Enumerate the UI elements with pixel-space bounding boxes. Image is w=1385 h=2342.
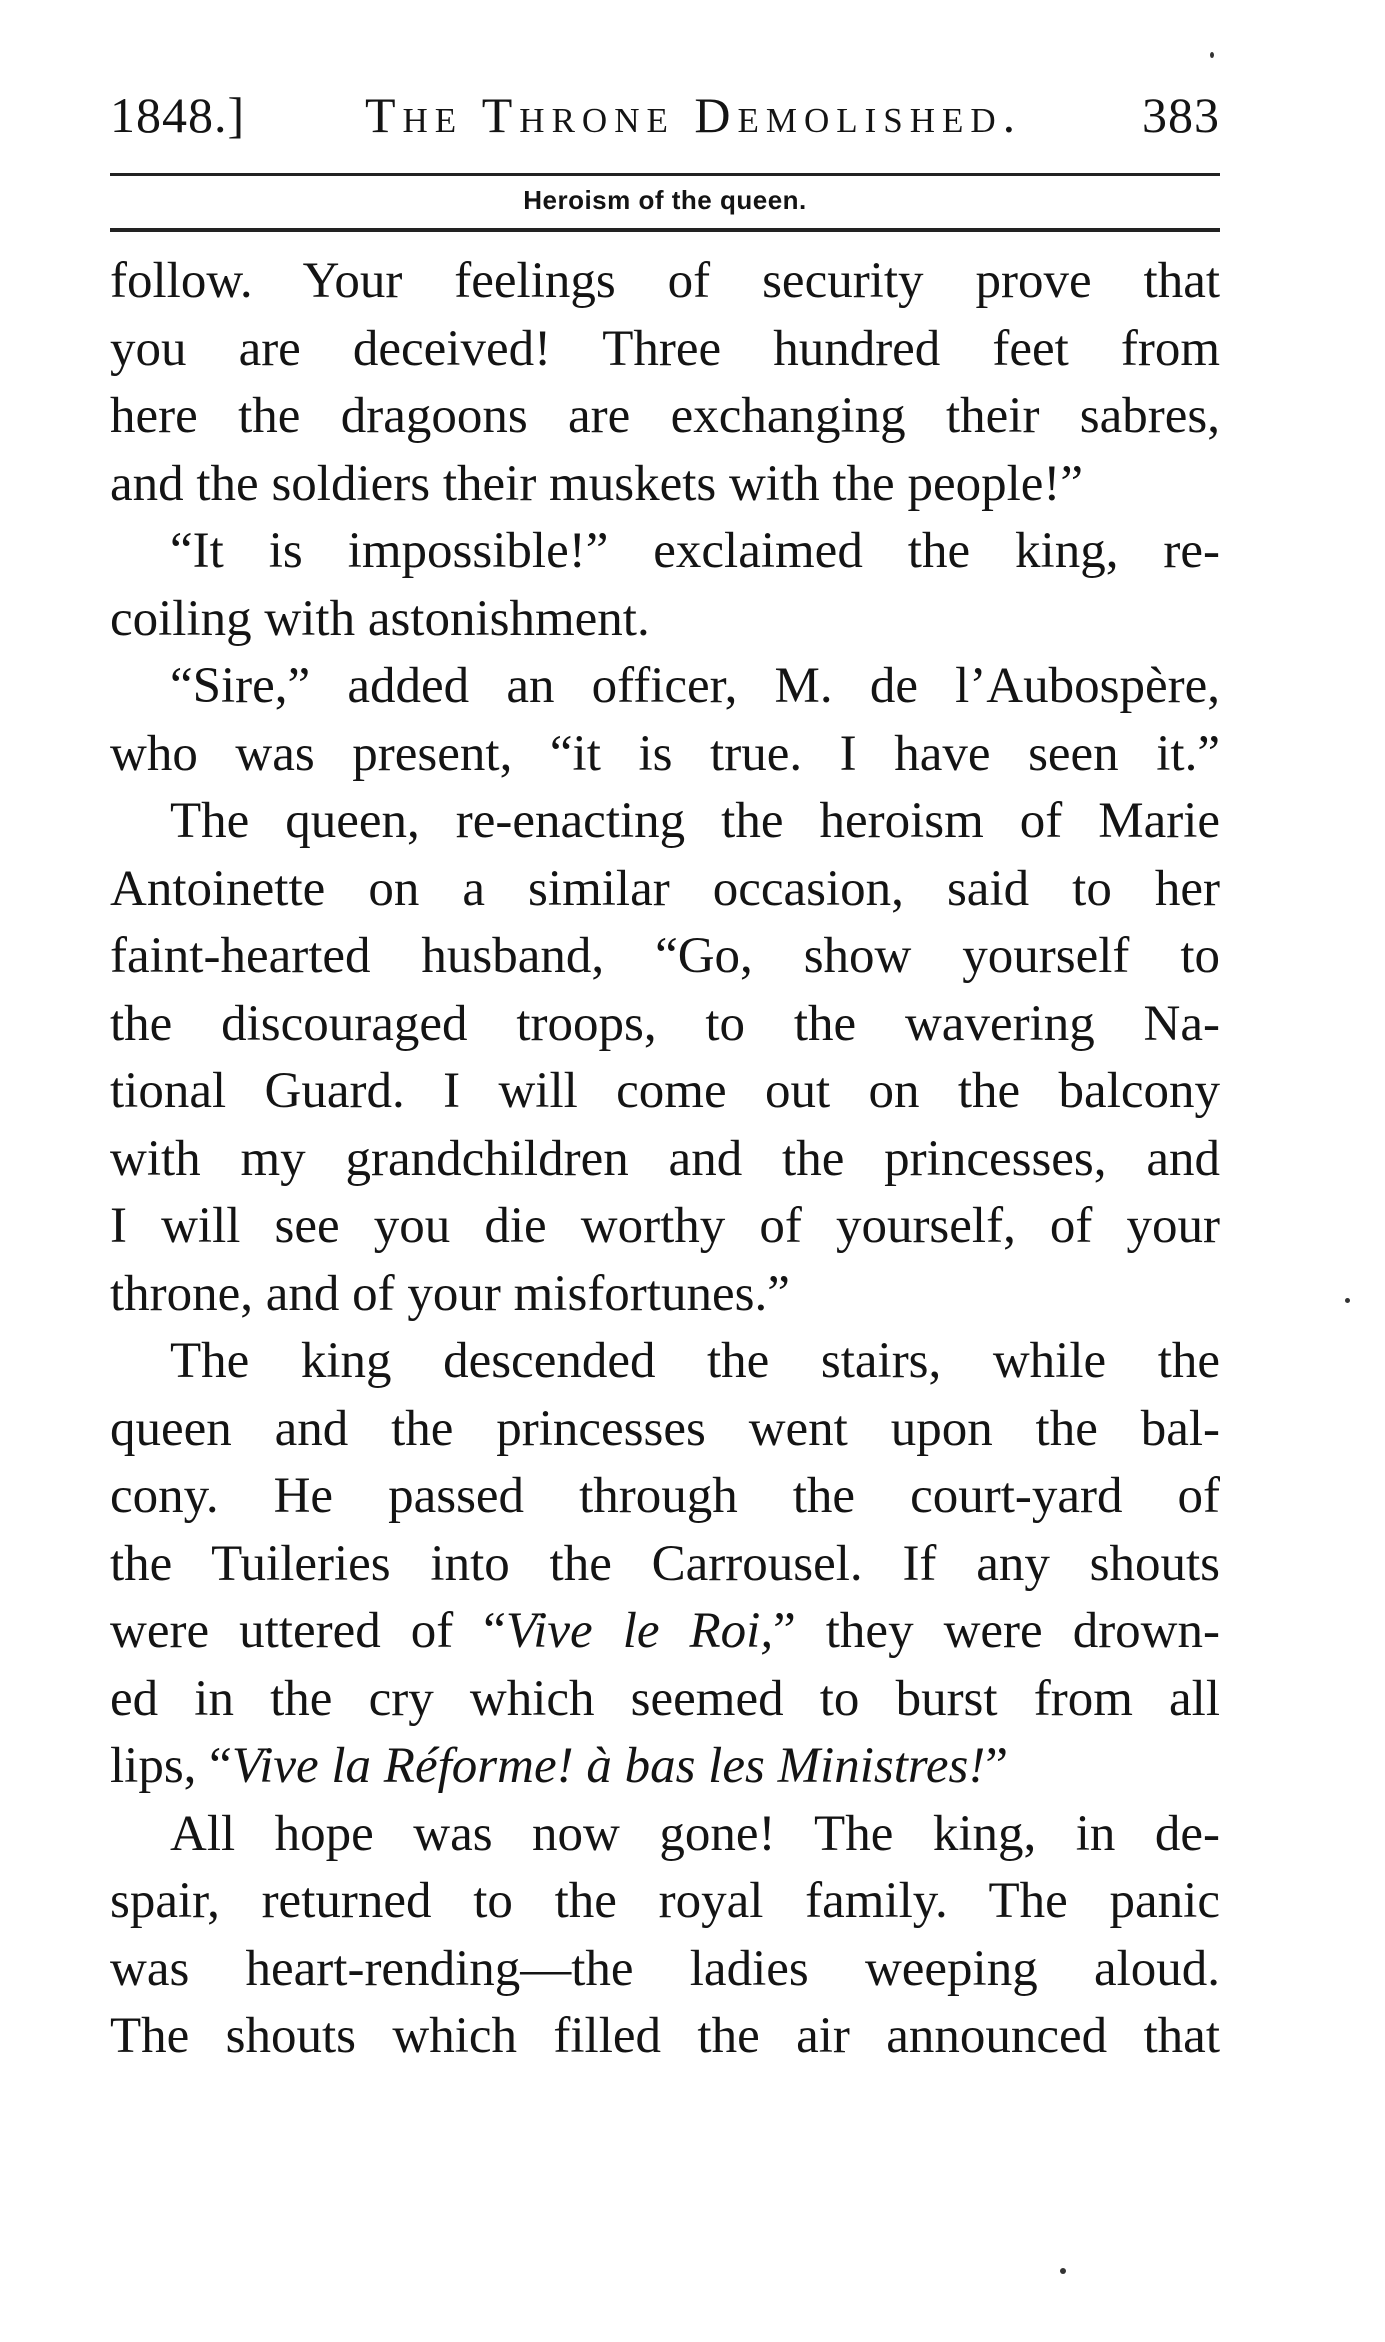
header-title: The Throne Demolished. xyxy=(364,87,1023,143)
scan-speck xyxy=(1060,2268,1066,2274)
text-line: faint-hearted husband, “Go, show yourself to xyxy=(110,928,1220,984)
text-line: I will see you die worthy of yourself, of your xyxy=(110,1198,1220,1254)
text-line: ed in the cry which seemed to burst from all xyxy=(110,1670,1220,1727)
body-text xyxy=(110,248,1220,2071)
section-subheading: Heroism of the queen. xyxy=(523,185,807,215)
text-line: spair, returned to the royal family. The panic xyxy=(110,1873,1220,1929)
running-head xyxy=(110,85,1220,145)
text-line: “It is impossible!” exclaimed the king, re- xyxy=(170,523,1220,579)
text-line: throne, and of your misfortunes.” xyxy=(110,1265,790,1322)
text-line: cony. He passed through the court-yard of xyxy=(110,1468,1220,1524)
text-line-with-italic xyxy=(110,1598,1220,1666)
text-line: queen and the princesses went upon the bal- xyxy=(110,1400,1220,1457)
text-fragment: lips, “ xyxy=(110,1738,232,1794)
subheading-rule xyxy=(110,228,1220,232)
text-line: and the soldiers their muskets with the people!” xyxy=(110,455,1084,512)
text-line: was heart-rending—the ladies weeping aloud. xyxy=(110,1940,1220,1997)
text-line: the discouraged troops, to the wavering Na- xyxy=(110,995,1220,1052)
text-line: Antoinette on a similar occasion, said to her xyxy=(110,860,1220,917)
book-page xyxy=(110,85,1220,2071)
text-line: The shouts which filled the air announced that xyxy=(110,2008,1220,2064)
text-line: The queen, re-enacting the heroism of Marie xyxy=(170,793,1220,849)
text-line: with my grandchildren and the princesses, and xyxy=(110,1130,1220,1187)
page-number: 383 xyxy=(1141,87,1220,143)
text-line-with-italic xyxy=(110,1733,1220,1801)
text-line: follow. Your feelings of security prove that xyxy=(110,253,1220,309)
header-rule xyxy=(110,173,1220,176)
text-line: who was present, “it is true. I have seen it.” xyxy=(110,725,1220,782)
text-line: the Tuileries into the Carrousel. If any shouts xyxy=(110,1535,1220,1592)
text-line: here the dragoons are exchanging their sabres, xyxy=(110,388,1220,444)
italic-phrase: Vive le Roi, xyxy=(505,1603,774,1659)
text-fragment: ” they were drown- xyxy=(773,1603,1220,1659)
text-line: tional Guard. I will come out on the balcony xyxy=(110,1063,1220,1119)
scan-speck xyxy=(1210,52,1214,58)
scan-speck xyxy=(1345,1298,1350,1303)
italic-phrase: Vive la Réforme! à bas les Ministres! xyxy=(231,1738,986,1794)
text-line: All hope was now gone! The king, in de- xyxy=(170,1805,1220,1862)
text-fragment: ” xyxy=(985,1738,1008,1794)
text-line: The king descended the stairs, while the xyxy=(170,1333,1220,1389)
text-line: coiling with astonishment. xyxy=(110,590,650,647)
text-line: you are deceived! Three hundred feet from xyxy=(110,320,1220,377)
header-year: 1848.] xyxy=(110,87,246,143)
text-fragment: were uttered of “ xyxy=(110,1603,506,1659)
text-line: “Sire,” added an officer, M. de l’Aubospère, xyxy=(170,658,1220,714)
